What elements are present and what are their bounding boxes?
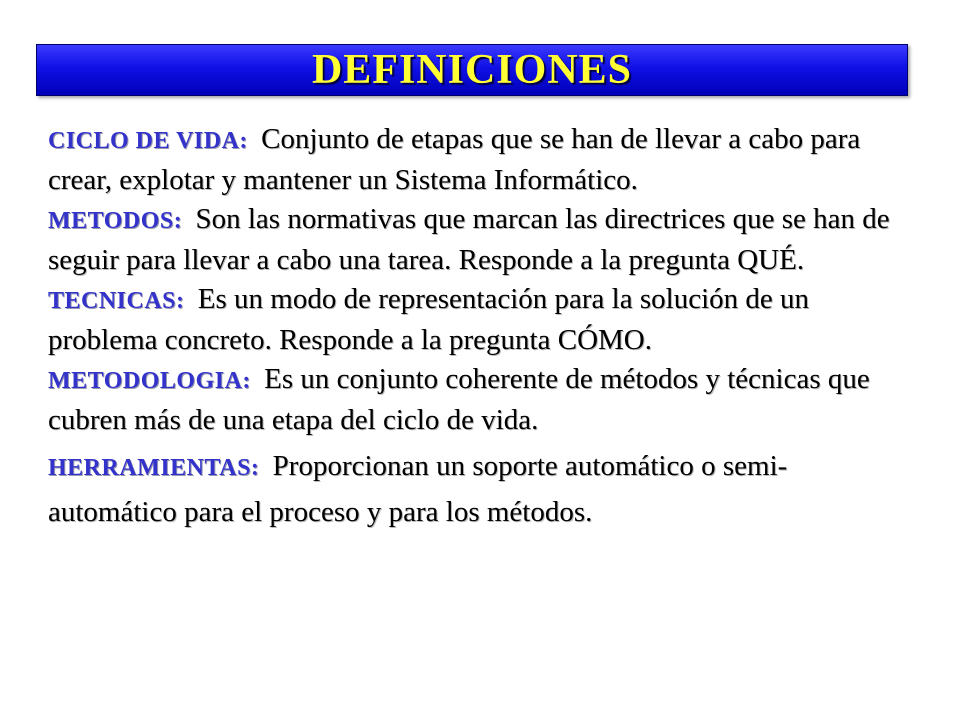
definition-text: Proporcionan un soporte automático o semi-automático para el proceso y para los métodos. xyxy=(48,450,788,528)
definition-term: HERRAMIENTAS: xyxy=(48,455,260,481)
definition-term: METODOLOGIA: xyxy=(48,368,251,394)
definition-herramientas xyxy=(48,444,908,534)
slide-title: DEFINICIONES xyxy=(311,47,633,93)
definition-term: METODOS: xyxy=(48,208,183,234)
definition-term: CICLO DE VIDA: xyxy=(48,128,248,154)
definition-metodos xyxy=(48,200,908,280)
title-banner xyxy=(36,44,908,96)
definition-tecnicas xyxy=(48,280,908,360)
definition-metodologia xyxy=(48,360,908,440)
definitions-list xyxy=(48,120,908,534)
definition-text: Conjunto de etapas que se han de llevar a cabo para crear, explotar y mantener un Sistema Informático. xyxy=(48,123,861,196)
definition-text: Es un modo de representación para la solución de un problema concreto. Responde a la pregunta CÓMO. xyxy=(48,283,810,356)
definition-term: TECNICAS: xyxy=(48,288,185,314)
definition-text: Es un conjunto coherente de métodos y técnicas que cubren más de una etapa del ciclo de vida. xyxy=(48,363,870,436)
definition-text: Son las normativas que marcan las directrices que se han de seguir para llevar a cabo una tarea. Responde a la pregunta QUÉ. xyxy=(48,203,890,276)
definition-ciclo-de-vida xyxy=(48,120,908,200)
